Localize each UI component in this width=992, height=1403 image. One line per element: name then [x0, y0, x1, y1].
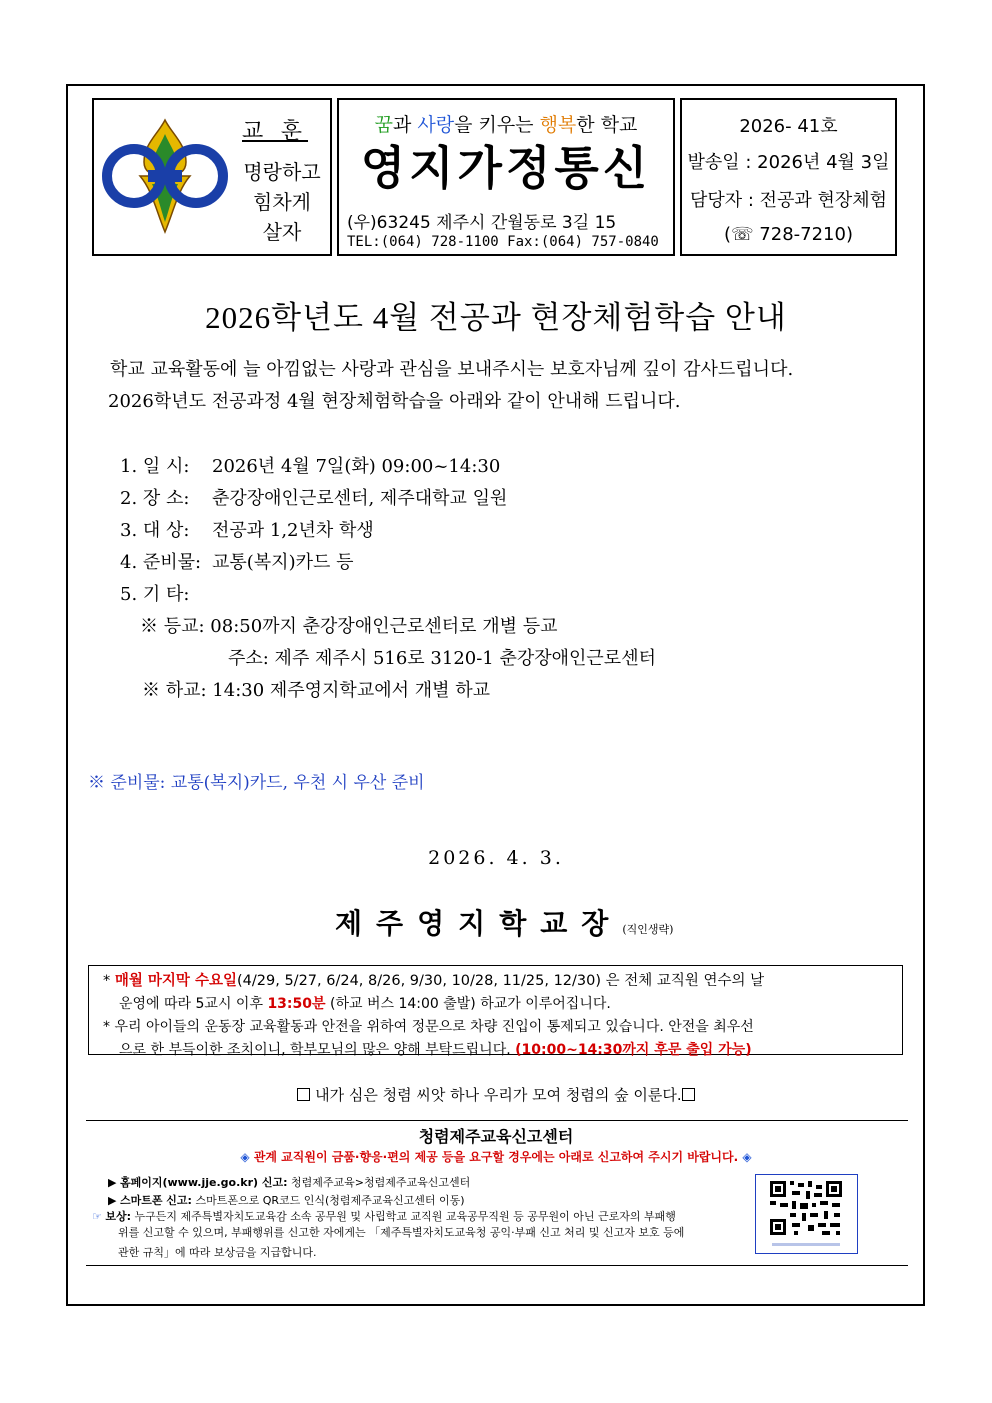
report-center-subtitle: ◈ 관계 교직원이 금품·향응·편의 제공 등을 요구할 경우에는 아래로 신고하여 주시기 바랍니다. ◈ — [240, 1150, 752, 1164]
checkbox-icon — [297, 1088, 310, 1101]
arrow-bullet-icon: ▶ — [108, 1194, 120, 1207]
note-address: 주소: 제주 제주시 516로 3120-1 춘강장애인근로센터 — [228, 648, 656, 669]
list-item — [120, 452, 500, 478]
item-label: 3. 대 상: — [120, 520, 190, 541]
item-value: 전공과 1,2년차 학생 — [212, 520, 374, 541]
person-in-charge: 담당자 : 전공과 현장체험 — [689, 190, 888, 211]
item-value: 춘강장애인근로센터, 제주대학교 일원 — [212, 488, 508, 509]
notice-line: 으로 한 부득이한 조치이니, 학부모님의 많은 양해 부탁드립니다. (10:00~14:30까지 후문 출입 가능) — [119, 1042, 752, 1058]
divider — [86, 1120, 908, 1121]
list-item — [120, 580, 212, 606]
motto-line-1: 명랑하고 — [243, 162, 321, 184]
newsletter-title: 영지가정통신 — [360, 141, 652, 195]
notice-box — [88, 965, 903, 1058]
principal-signature: 제주영지학교장(직인생략) — [335, 907, 674, 940]
list-item — [120, 548, 353, 574]
motto-line-2: 힘차게 — [253, 192, 311, 214]
motto-heading: 교 훈 — [242, 118, 309, 143]
item-value: 교통(복지)카드 등 — [212, 552, 354, 573]
newsletter-cell — [337, 98, 675, 256]
note-departure: ※ 하교: 14:30 제주영지학교에서 개별 하교 — [142, 680, 490, 701]
notice-line: 운영에 따라 5교시 이후 13:50분 (하교 버스 14:00 출발) 하교가 이루어집니다. — [119, 996, 611, 1012]
notice-line: * 우리 아이들의 운동장 교육활동과 안전을 위하여 정문으로 차량 진입이 통제되고 있습니다. 안전을 최우선 — [103, 1019, 754, 1035]
contact-phone: (☏ 728-7210) — [724, 224, 853, 245]
intro-line-2: 2026학년도 전공과정 4월 현장체험학습을 아래와 같이 안내해 드립니다. — [108, 391, 681, 412]
divider — [86, 1265, 908, 1266]
report-smartphone: ▶ 스마트폰 신고: 스마트폰으로 QR코드 인식(청렴제주교육신고센터 이동) — [108, 1194, 465, 1207]
report-center-title: 청렴제주교육신고센터 — [418, 1127, 574, 1146]
report-reward-line-2: 위를 신고할 수 있으며, 부패행위를 신고한 자에게는 「제주특별자치도교육청 공익·부패 신고 처리 및 신고자 보호 등에 — [118, 1226, 685, 1239]
note-arrival: ※ 등교: 08:50까지 춘강장애인근로센터로 개별 등교 — [140, 616, 558, 637]
list-item — [120, 484, 507, 510]
issue-date: 발송일 : 2026년 4월 3일 — [687, 152, 890, 173]
issue-date-bottom: 2026. 4. 3. — [428, 847, 564, 869]
list-item — [120, 516, 374, 542]
item-label: 1. 일 시: — [120, 456, 190, 477]
integrity-slogan: 내가 심은 청렴 씨앗 하나 우리가 모여 청렴의 숲 이룬다. — [0, 1084, 992, 1105]
item-label: 2. 장 소: — [120, 488, 190, 509]
school-logo-icon — [100, 114, 230, 243]
issue-number: 2026- 41호 — [739, 116, 838, 137]
item-value: 2026년 4월 7일(화) 09:00~14:30 — [212, 456, 501, 477]
hand-pointer-icon: ☞ — [92, 1210, 106, 1223]
report-reward: ☞ 보상: 누구든지 제주특별자치도교육감 소속 공무원 및 사립학교 교직원 교육공무직원 등 공무원이 아닌 근로자의 부패행 — [92, 1210, 676, 1223]
report-homepage: ▶ 홈페이지(www.jje.go.kr) 신고: 청렴제주교육>청렴제주교육신고센터 — [108, 1176, 471, 1189]
school-address: (우)63245 제주시 간월동로 3길 15 — [347, 213, 617, 233]
school-slogan: 꿈과 사랑을 키우는 행복한 학교 — [374, 114, 638, 136]
motto-line-3: 살자 — [262, 222, 302, 244]
motto-cell — [92, 98, 332, 256]
signature-note: (직인생략) — [622, 923, 674, 936]
school-tel-fax: TEL:(064) 728-1100 Fax:(064) 757-0840 — [347, 234, 659, 250]
arrow-bullet-icon: ▶ — [108, 1176, 120, 1189]
item-label: 4. 준비물: — [120, 552, 202, 573]
checkbox-icon — [682, 1088, 695, 1101]
intro-line-1: 학교 교육활동에 늘 아낌없는 사랑과 관심을 보내주시는 보호자님께 깊이 감사드립니다. — [110, 359, 794, 380]
header-table — [92, 98, 897, 256]
issue-info-cell — [680, 98, 897, 256]
item-label: 5. 기 타: — [120, 584, 190, 605]
report-reward-line-3: 관한 규칙」에 따라 보상금을 지급합니다. — [118, 1246, 317, 1259]
document-title: 2026학년도 4월 전공과 현장체험학습 안내 — [205, 300, 787, 335]
notice-line: * 매월 마지막 수요일(4/29, 5/27, 6/24, 8/26, 9/30, 10/28, 11/25, 12/30) 은 전체 교직원 연수의 날 — [103, 973, 765, 989]
prep-note: ※ 준비물: 교통(복지)카드, 우천 시 우산 준비 — [88, 773, 425, 793]
qr-code-icon — [755, 1174, 858, 1254]
